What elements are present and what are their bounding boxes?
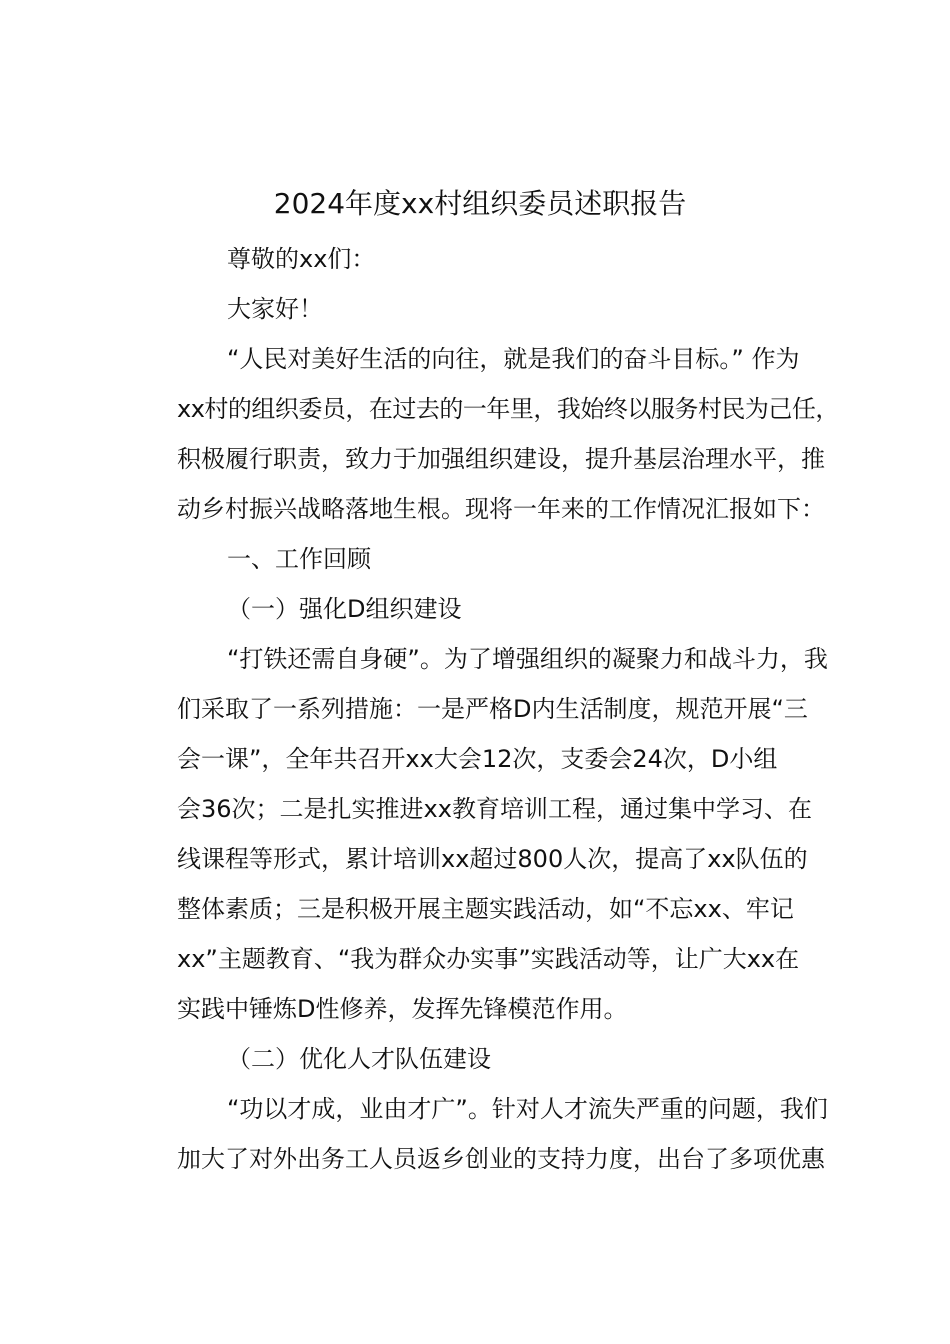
text-line: 实践中锤炼D性修养，发挥先锋模范作用。 (177, 995, 628, 1023)
text-line: “打铁还需自身硬”。为了增强组织的凝聚力和战斗力，我 (227, 645, 828, 673)
text-line: 加大了对外出务工人员返乡创业的支持力度，出台了多项优惠 (177, 1145, 825, 1173)
text-line: “人民对美好生活的向往，就是我们的奋斗目标。” 作为 (227, 345, 800, 373)
document-title: 2024年度xx村组织委员述职报告 (273, 187, 687, 220)
text-line: xx”主题教育、“我为群众办实事”实践活动等，让广大xx在 (177, 945, 800, 973)
paragraph-salutation (127, 234, 839, 284)
text-line: 大家好！ (227, 295, 323, 323)
section-heading (127, 534, 839, 584)
text-line: 会36次；二是扎实推进xx教育培训工程，通过集中学习、在 (177, 795, 812, 823)
subsection-heading (127, 584, 839, 634)
text-line: 积极履行职责，致力于加强组织建设，提升基层治理水平，推 (177, 445, 825, 473)
text-line: 线课程等形式，累计培训xx超过800人次，提高了xx队伍的 (177, 845, 808, 873)
text-line: 们采取了一系列措施：一是严格D内生活制度，规范开展“三 (177, 695, 808, 723)
document-body (127, 234, 839, 1184)
text-line: 整体素质；三是积极开展主题实践活动，如“不忘xx、牢记 (177, 895, 794, 923)
text-line: （一）强化D组织建设 (227, 595, 462, 623)
text-line: “功以才成，业由才广”。针对人才流失严重的问题，我们 (227, 1095, 828, 1123)
paragraph-talent (127, 1084, 839, 1184)
text-line: 一、工作回顾 (227, 545, 371, 573)
paragraph-organization (127, 634, 839, 1034)
subsection-heading (127, 1034, 839, 1084)
text-line: 会一课”，全年共召开xx大会12次，支委会24次，D小组 (177, 745, 778, 773)
text-line: xx村的组织委员，在过去的一年里，我始终以服务村民为己任， (177, 395, 839, 423)
text-line: 动乡村振兴战略落地生根。现将一年来的工作情况汇报如下： (177, 495, 825, 523)
paragraph-intro (127, 334, 839, 534)
text-line: 尊敬的xx们： (227, 245, 376, 273)
text-line: （二）优化人才队伍建设 (227, 1045, 491, 1073)
paragraph-greeting (127, 284, 839, 334)
